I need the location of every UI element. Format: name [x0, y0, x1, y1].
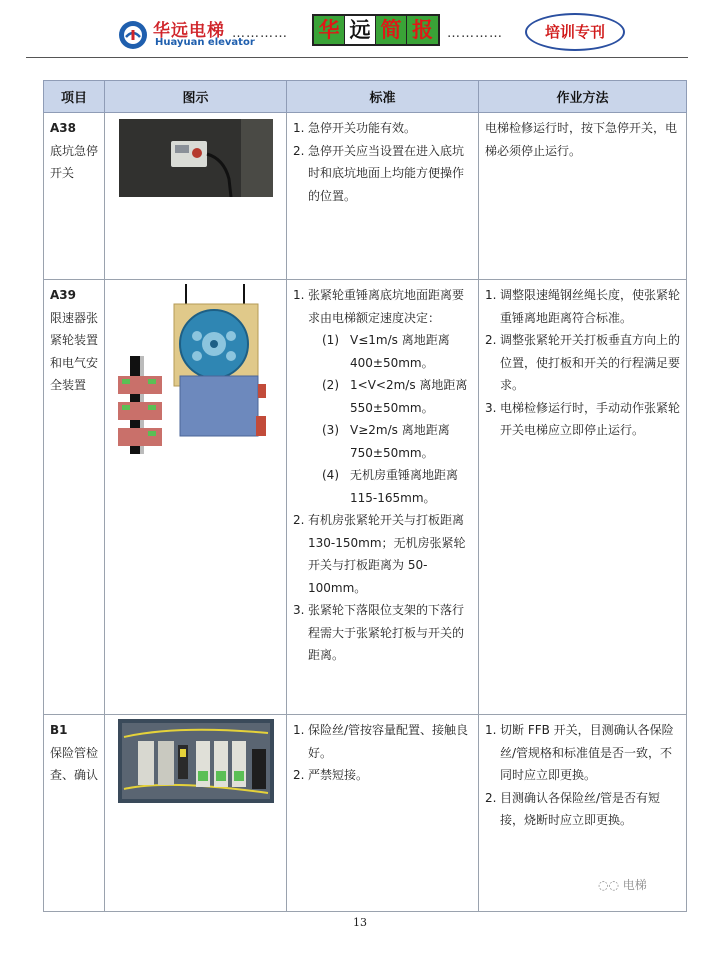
- method-list: [485, 719, 680, 832]
- header-item: 项目: [44, 81, 105, 113]
- standard-cell: [287, 280, 479, 715]
- image-cell: [105, 280, 287, 715]
- masthead-char: 远: [345, 16, 376, 44]
- header-dots-right: …………: [447, 26, 503, 41]
- pit-stop-switch-photo: [119, 119, 273, 197]
- masthead: [312, 14, 440, 46]
- page-header: [0, 0, 720, 58]
- method-list: [485, 284, 680, 442]
- list-item: (1) V≤1m/s 离地距离 400±50mm。: [322, 333, 450, 370]
- list-item: 1. 张紧轮重锤离底坑地面距离要求由电梯额定速度决定： (1) V≤1m/s 离地距离 400±50mm。 (2) 1<V<2m/s 离地距离 550±50mm。 (3) V≥2m/s 离地距离 750±50mm。 (4) 无机房重锤离地距离 115-165mm。: [293, 284, 472, 509]
- header-method: 作业方法: [479, 81, 687, 113]
- item-name: 保险管检查、确认: [50, 745, 99, 782]
- brand-name-cn: 华远电梯: [153, 21, 225, 41]
- standard-list: [293, 117, 472, 207]
- header-dots-left: …………: [232, 26, 288, 41]
- list-item: 1. 调整限速绳钢丝绳长度，使张紧轮重锤离地距离符合标准。: [485, 288, 681, 325]
- list-item: 3. 张紧轮下落限位支架的下落行程需大于张紧轮打板与开关的距离。: [293, 603, 465, 662]
- table-header-row: [44, 81, 687, 113]
- table-row-a39: [44, 280, 687, 715]
- item-code: A39: [50, 288, 76, 302]
- list-item: 1. 急停开关功能有效。: [293, 121, 417, 135]
- tension-pulley-illustration: [116, 284, 276, 454]
- method-cell: [479, 280, 687, 715]
- item-code: B1: [50, 723, 68, 737]
- method-cell: [479, 715, 687, 912]
- fuse-panel-photo: [118, 719, 274, 803]
- huayuan-logo-icon: [118, 20, 148, 50]
- item-name: 底坑急停开关: [50, 143, 99, 180]
- masthead-char: 华: [314, 16, 345, 44]
- watermark: [598, 876, 647, 893]
- item-cell: [44, 715, 105, 912]
- page-number: 13: [353, 916, 367, 929]
- method-cell: [479, 113, 687, 280]
- table-row-b1: [44, 715, 687, 912]
- image-cell: [105, 113, 287, 280]
- item-name: 限速器张紧轮装置和电气安全装置: [50, 310, 99, 392]
- inspection-standard-table: [43, 80, 687, 912]
- brand-name-en: Huayuan elevator: [155, 37, 255, 48]
- standard-cell: [287, 113, 479, 280]
- watermark-text: 电梯: [622, 878, 647, 892]
- list-item: 3. 电梯检修运行时，手动动作张紧轮开关电梯应立即停止运行。: [485, 400, 681, 437]
- list-item: 2. 急停开关应当设置在进入底坑时和底坑地面上均能方便操作的位置。: [293, 143, 465, 203]
- special-issue-badge: 培训专刊: [525, 13, 625, 51]
- list-item: 2. 调整张紧轮开关打板垂直方向上的位置，使打板和开关的行程满足要求。: [485, 333, 681, 392]
- header-standard: 标准: [287, 81, 479, 113]
- wechat-icon: ◌◌: [598, 878, 619, 892]
- standard-cell: [287, 715, 479, 912]
- list-item: 2. 严禁短接。: [293, 768, 369, 782]
- item-cell: [44, 280, 105, 715]
- list-item: (2) 1<V<2m/s 离地距离 550±50mm。: [322, 378, 468, 415]
- speed-sublist: [308, 329, 472, 509]
- list-item: 2. 目测确认各保险丝/管是否有短接，烧断时应立即更换。: [485, 790, 661, 827]
- list-item: 2. 有机房张紧轮开关与打板距离 130-150mm；无机房张紧轮开关与打板距离为 50-100mm。: [293, 513, 466, 595]
- image-cell: [105, 715, 287, 912]
- list-item: (4) 无机房重锤离地距离 115-165mm。: [322, 468, 459, 505]
- list-item: 1. 保险丝/管按容量配置、接触良好。: [293, 723, 469, 760]
- list-item: (3) V≥2m/s 离地距离 750±50mm。: [322, 423, 450, 460]
- header-image: 图示: [105, 81, 287, 113]
- standard-list: [293, 284, 472, 667]
- item-code: A38: [50, 121, 76, 135]
- table-row-a38: [44, 113, 687, 280]
- method-text: 电梯检修运行时，按下急停开关，电梯必须停止运行。: [485, 121, 678, 158]
- masthead-char: 报: [407, 16, 438, 44]
- masthead-char: 简: [376, 16, 407, 44]
- standard-list: [293, 719, 472, 787]
- list-item: 1. 切断 FFB 开关，目测确认各保险丝/管规格和标准值是否一致，不同时应立即更换。: [485, 723, 674, 782]
- item-cell: [44, 113, 105, 280]
- header-divider: [26, 57, 688, 58]
